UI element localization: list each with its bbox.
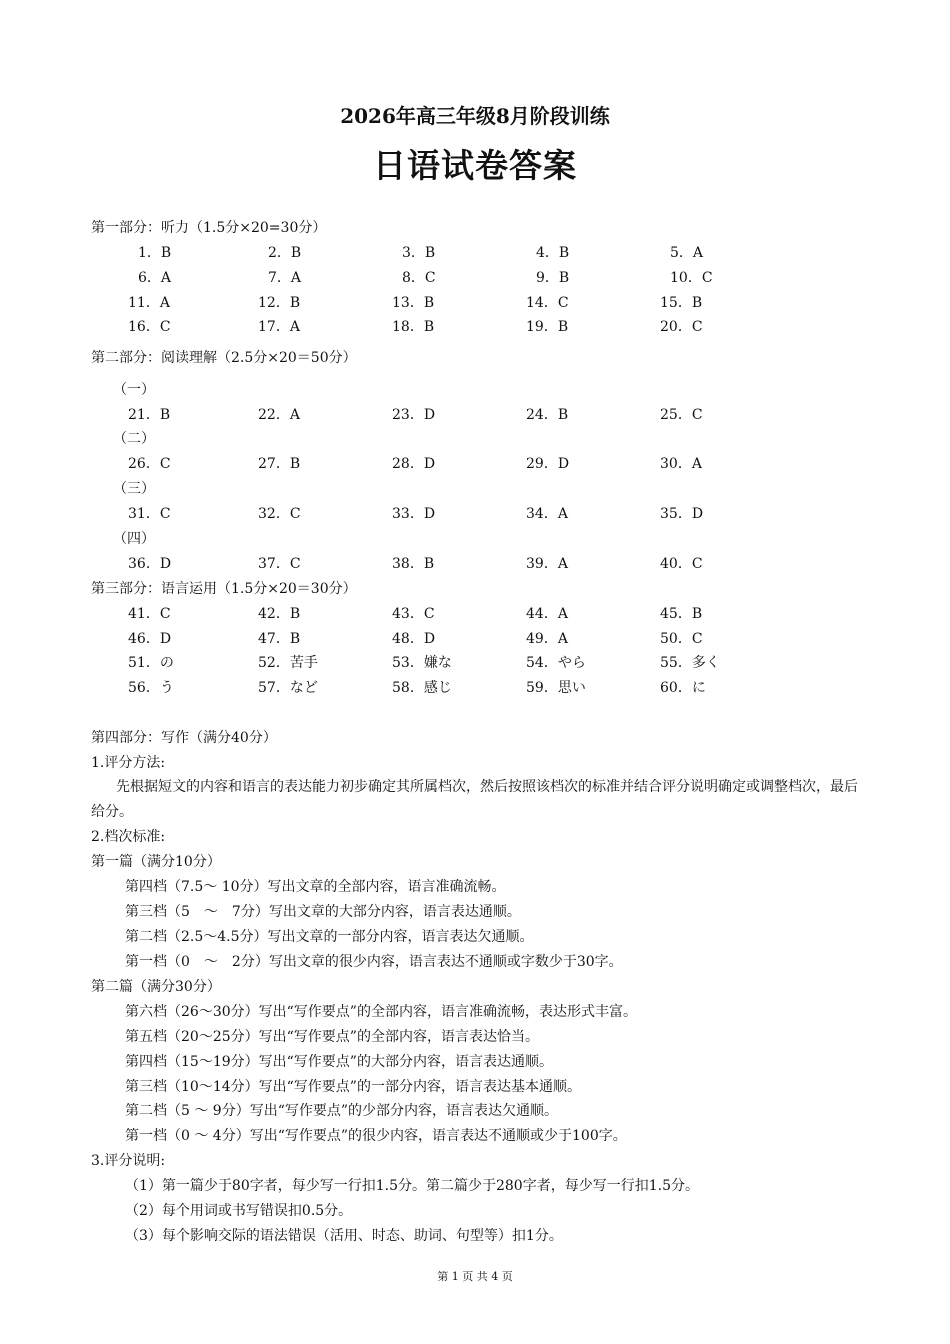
group-label: （四）: [113, 531, 155, 547]
part2-heading: 第二部分：阅读理解（2.5分×20＝50分）: [91, 350, 357, 366]
answer-item: 13．B: [392, 295, 435, 311]
answer-item: 56．う: [128, 680, 174, 696]
note-1: （1）第一篇少于80字者，每少写一行扣1.5分。第二篇少于280字者，每少写一行扣1.5分。: [125, 1178, 699, 1194]
answer-item: 19．B: [526, 319, 569, 335]
answer-item: 24．B: [526, 407, 569, 423]
group-label: （三）: [113, 481, 155, 497]
answer-item: 54．やら: [526, 655, 586, 671]
essay1-title: 第一篇（满分10分）: [91, 854, 221, 870]
answer-item: 2．B: [268, 245, 302, 261]
answer-item: 4．B: [536, 245, 570, 261]
answer-item: 39．A: [526, 556, 568, 572]
answer-item: 29．D: [526, 456, 570, 472]
notes-title: 3.评分说明:: [91, 1153, 166, 1169]
answer-item: 20．C: [660, 319, 703, 335]
answer-item: 26．C: [128, 456, 171, 472]
essay2-level-4: 第四档（15～19分）写出“写作要点”的大部分内容，语言表达通顺。: [125, 1054, 553, 1070]
method-text: 先根据短文的内容和语言的表达能力初步确定其所属档次，然后按照该档次的标准并结合评分说明确定或调整档次，最后给分。: [91, 779, 858, 820]
answer-item: 11．A: [128, 295, 170, 311]
answer-item: 15．B: [660, 295, 703, 311]
answer-item: 40．C: [660, 556, 703, 572]
answer-item: 1．B: [138, 245, 172, 261]
title-line1: 2026年高三年级8月阶段训练: [340, 104, 610, 128]
answer-item: 57．など: [258, 680, 318, 696]
answer-item: 22．A: [258, 407, 300, 423]
answer-item: 33．D: [392, 506, 436, 522]
answer-item: 28．D: [392, 456, 436, 472]
answer-item: 55．多く: [660, 655, 720, 671]
answer-item: 50．C: [660, 631, 703, 647]
answer-item: 48．D: [392, 631, 436, 647]
answer-item: 35．D: [660, 506, 704, 522]
standard-title: 2.档次标准:: [91, 829, 166, 845]
answer-item: 41．C: [128, 606, 171, 622]
essay2-level-2: 第二档（5 ～ 9分）写出“写作要点”的少部分内容，语言表达欠通顺。: [125, 1103, 559, 1119]
answer-item: 6．A: [138, 270, 172, 286]
method-title: 1.评分方法:: [91, 755, 166, 771]
title-line2: 日语试卷答案: [373, 146, 577, 185]
answer-item: 51．の: [128, 655, 174, 671]
part1-heading: 第一部分：听力（1.5分×20=30分）: [91, 220, 327, 236]
essay2-level-6: 第六档（26～30分）写出“写作要点”的全部内容，语言准确流畅，表达形式丰富。: [125, 1004, 637, 1020]
answer-item: 58．感じ: [392, 680, 452, 696]
essay1-level-3: 第三档（5 ～ 7分）写出文章的大部分内容，语言表达通顺。: [125, 904, 521, 920]
note-3: （3）每个影响交际的语法错误（活用、时态、助词、句型等）扣1分。: [125, 1228, 563, 1244]
answer-item: 9．B: [536, 270, 570, 286]
answer-item: 53．嫌な: [392, 655, 452, 671]
essay2-level-3: 第三档（10～14分）写出“写作要点”的一部分内容，语言表达基本通顺。: [125, 1079, 581, 1095]
answer-item: 36．D: [128, 556, 172, 572]
answer-item: 8．C: [402, 270, 436, 286]
answer-item: 18．B: [392, 319, 435, 335]
answer-item: 37．C: [258, 556, 301, 572]
essay2-level-1: 第一档（0 ～ 4分）写出“写作要点”的很少内容，语言表达不通顺或少于100字。: [125, 1128, 627, 1144]
answer-item: 44．A: [526, 606, 568, 622]
group-label: （二）: [113, 431, 155, 447]
essay2-level-5: 第五档（20～25分）写出“写作要点”的全部内容，语言表达恰当。: [125, 1029, 539, 1045]
essay1-level-4: 第四档（7.5～ 10分）写出文章的全部内容，语言准确流畅。: [125, 879, 506, 895]
answer-item: 12．B: [258, 295, 301, 311]
answer-item: 23．D: [392, 407, 436, 423]
answer-item: 32．C: [258, 506, 301, 522]
answer-item: 59．思い: [526, 680, 586, 696]
answer-item: 34．A: [526, 506, 568, 522]
answer-item: 45．B: [660, 606, 703, 622]
answer-item: 3．B: [402, 245, 436, 261]
answer-item: 17．A: [258, 319, 300, 335]
answer-item: 14．C: [526, 295, 569, 311]
answer-item: 27．B: [258, 456, 301, 472]
answer-item: 10．C: [670, 270, 713, 286]
answer-item: 38．B: [392, 556, 435, 572]
essay2-title: 第二篇（满分30分）: [91, 979, 221, 995]
answer-item: 49．A: [526, 631, 568, 647]
answer-item: 31．C: [128, 506, 171, 522]
answer-item: 46．D: [128, 631, 172, 647]
answer-item: 7．A: [268, 270, 302, 286]
part4-heading: 第四部分：写作（满分40分）: [91, 730, 277, 746]
answer-item: 30．A: [660, 456, 702, 472]
answer-item: 52．苦手: [258, 655, 318, 671]
essay1-level-1: 第一档（0 ～ 2分）写出文章的很少内容，语言表达不通顺或字数少于30字。: [125, 954, 623, 970]
answer-item: 47．B: [258, 631, 301, 647]
essay1-level-2: 第二档（2.5～4.5分）写出文章的一部分内容，语言表达欠通顺。: [125, 929, 534, 945]
answer-item: 25．C: [660, 407, 703, 423]
answer-item: 21．B: [128, 407, 171, 423]
answer-item: 43．C: [392, 606, 435, 622]
page-footer: 第 1 页 共 4 页: [437, 1270, 513, 1283]
answer-item: 42．B: [258, 606, 301, 622]
answer-item: 16．C: [128, 319, 171, 335]
note-2: （2）每个用词或书写错误扣0.5分。: [125, 1203, 353, 1219]
group-label: （一）: [113, 382, 155, 398]
answer-item: 60．に: [660, 680, 706, 696]
part3-heading: 第三部分：语言运用（1.5分×20＝30分）: [91, 581, 357, 597]
answer-item: 5．A: [670, 245, 704, 261]
